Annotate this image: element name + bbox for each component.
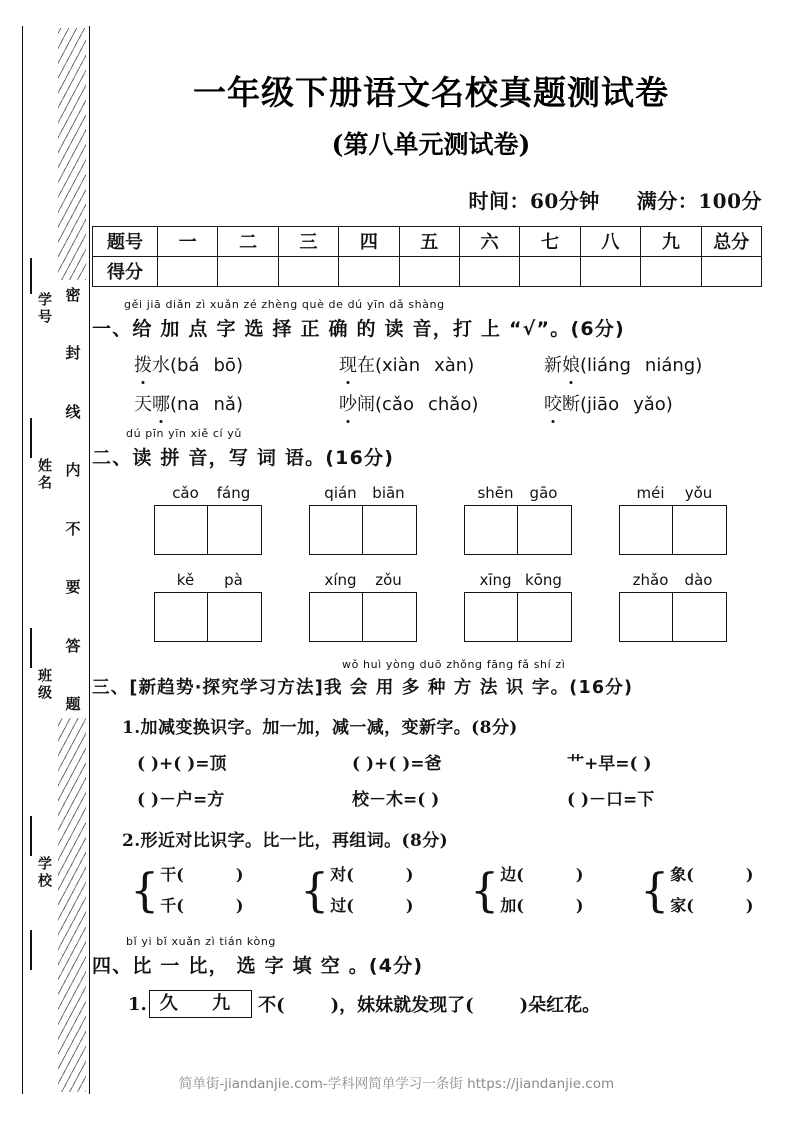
writing-grid-qianbian[interactable] <box>309 505 417 555</box>
question-1-choices <box>92 351 770 416</box>
question-1-points: (6分) <box>570 317 625 340</box>
writing-grid-kepa[interactable] <box>154 592 262 642</box>
pinyin-you: yǒu <box>684 483 713 502</box>
pair-char-gan: 干( <box>160 864 184 884</box>
seal-char-3: 内 <box>65 461 81 480</box>
score-col-5: 六 <box>459 226 519 256</box>
equation-fang[interactable]: ( )－户=方 <box>137 789 225 810</box>
choice-item-cao-chao[interactable]: 吵闹(cǎo chǎo) <box>339 390 544 416</box>
writing-cell[interactable] <box>673 593 726 641</box>
question-4-text: 比 一 比， 选 字 填 空 。 <box>132 955 369 978</box>
choice-opt2-0-2[interactable]: niáng <box>644 354 696 376</box>
field-label-student-id: 学号 <box>36 292 52 326</box>
pair-line-top[interactable]: 边( ) <box>500 864 584 884</box>
dotted-char-xian: 现 <box>339 351 357 377</box>
page-title: 一年级下册语文名校真题测试卷 <box>193 73 669 112</box>
pinyin-fang: fáng <box>216 483 251 502</box>
info-fill-rule-2 <box>30 418 32 458</box>
pinyin-cao: cǎo <box>172 483 199 502</box>
score-table-head-score: 得分 <box>93 256 158 286</box>
score-cell-6[interactable] <box>520 256 580 286</box>
score-col-8: 九 <box>641 226 701 256</box>
choice-opt1-0-1[interactable]: xiàn <box>382 354 421 376</box>
equation-xiao-mu[interactable]: 校－木=( ) <box>352 789 440 810</box>
brace-icon: { <box>300 862 330 917</box>
word-box-group-xingzou <box>309 571 421 642</box>
seal-char-0: 密 <box>65 286 81 304</box>
page-subtitle: (第八单元测试卷) <box>331 129 531 159</box>
choice-rest-0-0: 水 <box>152 354 170 376</box>
pair-line-top[interactable]: 干( ) <box>160 864 244 884</box>
footer-watermark: 简单街-jiandanjie.com-学科网简单学习一条街 https://jiandanjie.com <box>178 1076 615 1092</box>
pinyin-kong: kōng <box>525 570 562 589</box>
score-cell-1[interactable] <box>218 256 278 286</box>
question-4-item-1 <box>92 990 770 1017</box>
choice-row-1 <box>134 351 770 377</box>
word-box-group-zhaodao <box>619 571 731 642</box>
word-box-group-shengao <box>464 484 576 555</box>
word-box-group-meiyou <box>619 484 731 555</box>
pair-line-bottom[interactable]: 加( ) <box>500 896 584 916</box>
word-box-group-qianbian <box>309 484 421 555</box>
writing-grid-shengao[interactable] <box>464 505 572 555</box>
writing-cell[interactable] <box>518 506 571 554</box>
pinyin-qian: qián <box>324 483 357 502</box>
total-score-label: 满分：100分 <box>636 188 762 213</box>
question-2 <box>92 426 770 642</box>
choice-item-ba-bo[interactable]: 拨水(bá bō) <box>134 351 339 377</box>
fill-text-middle: )，妹妹就发现了( <box>330 995 474 1016</box>
pinyin-dao: dào <box>684 570 713 589</box>
score-cell-2[interactable] <box>278 256 338 286</box>
pair-group-bian-jia <box>470 859 630 921</box>
equation-row-1 <box>92 749 770 774</box>
hatch-pattern-top <box>58 28 86 280</box>
dotted-char-na: 哪 <box>152 390 170 416</box>
dotted-char-niang: 娘 <box>562 351 580 377</box>
choice-rest-0-1: 在 <box>357 354 375 376</box>
info-fill-rule-4 <box>30 816 32 856</box>
writing-cell[interactable] <box>518 593 571 641</box>
pinyin-pair-qianbian <box>309 484 421 502</box>
pinyin-pa: pà <box>224 570 243 589</box>
brace-icon: { <box>640 862 670 917</box>
score-col-2: 三 <box>278 226 338 256</box>
question-4-pinyin: bǐ yi bǐ xuǎn zì tián kòng <box>126 935 276 949</box>
score-table-head-question: 题号 <box>93 226 158 256</box>
pinyin-shen: shēn <box>477 483 514 502</box>
equation-cao-zao[interactable]: 艹+早=( ) <box>567 753 652 774</box>
question-4-heading <box>92 937 770 978</box>
choice-opt2-1-2[interactable]: yǎo <box>633 393 666 415</box>
writing-cell[interactable] <box>208 506 261 554</box>
equation-ding[interactable]: ( )+( )=顶 <box>137 753 227 774</box>
brace-icon: { <box>470 862 500 917</box>
pair-line-bottom[interactable]: 家( ) <box>670 896 754 916</box>
info-fill-rule-1 <box>30 258 32 294</box>
choice-opt1-1-0[interactable]: na <box>177 393 200 415</box>
pinyin-zou: zǒu <box>375 570 402 589</box>
question-4-points: (4分) <box>368 955 424 978</box>
question-3-number: 三、 <box>92 677 130 698</box>
pinyin-xing: xíng <box>324 570 357 589</box>
pair-char-qian: 千( <box>160 896 184 916</box>
sealing-line-strip <box>56 26 90 1094</box>
score-cell-4[interactable] <box>399 256 459 286</box>
pair-char-dui: 对( <box>330 864 354 884</box>
character-pair-row <box>92 859 770 921</box>
table-row-scores <box>93 256 762 286</box>
score-cell-7[interactable] <box>580 256 640 286</box>
choice-opt2-1-0[interactable]: nǎ <box>213 393 236 415</box>
score-col-4: 五 <box>399 226 459 256</box>
writing-grid-caofang[interactable] <box>154 505 262 555</box>
choice-rest-1-1: 闹 <box>357 393 375 415</box>
writing-cell[interactable] <box>465 506 519 554</box>
score-table <box>92 226 762 287</box>
question-1-number: 一、 <box>92 317 133 340</box>
info-fill-rule-3 <box>30 628 32 668</box>
equation-ba[interactable]: ( )+( )=爸 <box>352 753 442 774</box>
seal-char-4: 不 <box>65 519 81 538</box>
choice-rest-1-2: 断 <box>562 393 580 415</box>
choice-item-na-na[interactable]: 天哪(na nǎ) <box>134 390 339 416</box>
question-1 <box>92 297 770 416</box>
score-col-6: 七 <box>520 226 580 256</box>
page-left-rule <box>22 26 23 1094</box>
question-3 <box>92 657 770 921</box>
writing-grid-xingkong[interactable] <box>464 592 572 642</box>
pair-char-bian: 边( <box>500 864 524 884</box>
choice-opt1-1-1[interactable]: cǎo <box>382 393 414 415</box>
question-2-number: 二、 <box>92 446 133 469</box>
brace-icon: { <box>130 862 160 917</box>
score-col-0: 一 <box>158 226 218 256</box>
writing-cell[interactable] <box>208 593 261 641</box>
pair-line-bottom[interactable]: 过( ) <box>330 896 414 916</box>
writing-grid-xingzou[interactable] <box>309 592 417 642</box>
writing-cell[interactable] <box>673 506 726 554</box>
pair-char-jia: 加( <box>500 896 524 916</box>
question-2-heading <box>92 426 770 470</box>
word-box-group-caofang <box>154 484 266 555</box>
dotted-char-chao: 吵 <box>339 390 357 416</box>
pinyin-gao: gāo <box>529 483 558 502</box>
writing-grid-meiyou[interactable] <box>619 505 727 555</box>
choice-opt1-1-2[interactable]: jiāo <box>587 393 620 415</box>
score-cell-total[interactable] <box>701 256 761 286</box>
seal-char-7: 题 <box>65 694 81 713</box>
question-1-heading <box>92 297 770 341</box>
score-cell-5[interactable] <box>459 256 519 286</box>
pair-group-xiang-jia <box>640 859 753 921</box>
fill-text-after: )朵红花。 <box>519 995 601 1016</box>
pair-line-top[interactable]: 象( ) <box>670 864 754 884</box>
question-4 <box>92 937 770 1017</box>
paper-content <box>92 26 770 1094</box>
seal-char-1: 封 <box>65 344 81 363</box>
question-3-sub1-heading: 1.加减变换识字。加一加，减一减，变新字。(8分) <box>122 717 518 738</box>
writing-cell[interactable] <box>465 593 519 641</box>
word-box-group-kepa <box>154 571 266 642</box>
writing-grid-zhaodao[interactable] <box>619 592 727 642</box>
info-fill-rule-5 <box>30 930 32 970</box>
field-label-name: 姓名 <box>36 458 52 492</box>
exam-meta <box>92 185 770 214</box>
word-box-group-xingkong <box>464 571 576 642</box>
question-3-points: (16分) <box>569 677 634 698</box>
score-col-total: 总分 <box>701 226 761 256</box>
question-3-pinyin: wǒ huì yòng duō zhǒng fāng fǎ shí zì <box>342 657 566 671</box>
question-1-pinyin: gěi jiā diǎn zì xuǎn zé zhèng què de dú yīn dǎ shàng <box>124 297 445 311</box>
pinyin-bian: biān <box>372 483 405 502</box>
question-2-pinyin: dú pīn yīn xiě cí yǔ <box>126 426 242 440</box>
question-4-number: 四、 <box>92 955 133 978</box>
field-label-school: 学校 <box>36 856 52 890</box>
pair-char-xiang: 象( <box>670 864 694 884</box>
writing-cell[interactable] <box>363 506 416 554</box>
pinyin-xing2: xīng <box>479 570 512 589</box>
score-cell-0[interactable] <box>158 256 218 286</box>
item-index: 1. <box>128 993 147 1015</box>
question-2-points: (16分) <box>325 446 395 469</box>
score-col-1: 二 <box>218 226 278 256</box>
pair-char-guo: 过( <box>330 896 354 916</box>
table-row-question-numbers <box>93 226 762 256</box>
pinyin-pair-kepa <box>154 571 266 589</box>
choice-item-jiao-yao[interactable]: 咬断(jiāo yǎo) <box>544 390 673 416</box>
pinyin-pair-zhaodao <box>619 571 731 589</box>
seal-char-5: 要 <box>65 578 81 597</box>
choice-lead-1-0: 天 <box>134 393 152 415</box>
pinyin-pair-xingzou <box>309 571 421 589</box>
time-label: 时间：60分钟 <box>468 188 600 213</box>
equation-row-2 <box>92 785 770 810</box>
pair-line-bottom[interactable]: 千( ) <box>160 896 244 916</box>
writing-cell[interactable] <box>620 593 674 641</box>
choice-opt2-0-1[interactable]: xàn <box>434 354 468 376</box>
choice-char-box[interactable]: 久 九 <box>149 990 252 1017</box>
hatch-pattern-bottom <box>58 718 86 1092</box>
choice-opt1-0-2[interactable]: liáng <box>587 354 631 376</box>
writing-cell[interactable] <box>310 506 364 554</box>
pinyin-ke: kě <box>176 570 195 589</box>
pinyin-pair-shengao <box>464 484 576 502</box>
sealing-line-text <box>56 288 90 712</box>
pinyin-pair-xingkong <box>464 571 576 589</box>
question-3-heading <box>92 657 770 699</box>
choice-lead-0-2: 新 <box>544 354 562 376</box>
choice-item-liang-niang[interactable]: 新娘(liáng niáng) <box>544 351 702 377</box>
writing-cell[interactable] <box>155 506 209 554</box>
question-3-sub2-heading: 2.形近对比识字。比一比，再组词。(8分) <box>122 830 449 851</box>
writing-cell[interactable] <box>620 506 674 554</box>
score-cell-8[interactable] <box>641 256 701 286</box>
pair-char-jia2: 家( <box>670 896 694 916</box>
word-box-row-2 <box>92 571 770 642</box>
dotted-char-bo: 拨 <box>134 351 152 377</box>
pinyin-pair-meiyou <box>619 484 731 502</box>
writing-cell[interactable] <box>310 593 364 641</box>
equation-xia[interactable]: ( )－口=下 <box>567 789 655 810</box>
pair-group-dui-guo <box>300 859 460 921</box>
pinyin-mei: méi <box>636 483 665 502</box>
choice-opt2-1-1[interactable]: chǎo <box>427 393 472 415</box>
choice-item-xian-xan[interactable]: 现在(xiàn xàn) <box>339 351 544 377</box>
choice-row-2 <box>134 390 770 416</box>
field-label-class: 班级 <box>36 668 52 702</box>
pair-line-top[interactable]: 对( ) <box>330 864 414 884</box>
question-1-text: 给 加 点 字 选 择 正 确 的 读 音，打 上 “√”。 <box>132 317 571 340</box>
writing-cell[interactable] <box>363 593 416 641</box>
pinyin-pair-caofang <box>154 484 266 502</box>
score-col-3: 四 <box>339 226 399 256</box>
choice-opt2-0-0[interactable]: bō <box>213 354 236 376</box>
question-3-text: [新趋势·探究学习方法]我 会 用 多 种 方 法 识 字。 <box>129 677 570 698</box>
seal-char-2: 线 <box>65 402 81 421</box>
seal-char-6: 答 <box>65 636 81 655</box>
pair-group-gan-qian <box>130 859 290 921</box>
dotted-char-yao: 咬 <box>544 390 562 416</box>
question-2-text: 读 拼 音，写 词 语。 <box>132 446 326 469</box>
writing-cell[interactable] <box>155 593 209 641</box>
choice-opt1-0-0[interactable]: bá <box>177 354 200 376</box>
word-box-row-1 <box>92 484 770 555</box>
score-col-7: 八 <box>580 226 640 256</box>
pinyin-zhao: zhǎo <box>632 570 669 589</box>
score-cell-3[interactable] <box>339 256 399 286</box>
fill-text-before: 不( <box>258 995 285 1016</box>
